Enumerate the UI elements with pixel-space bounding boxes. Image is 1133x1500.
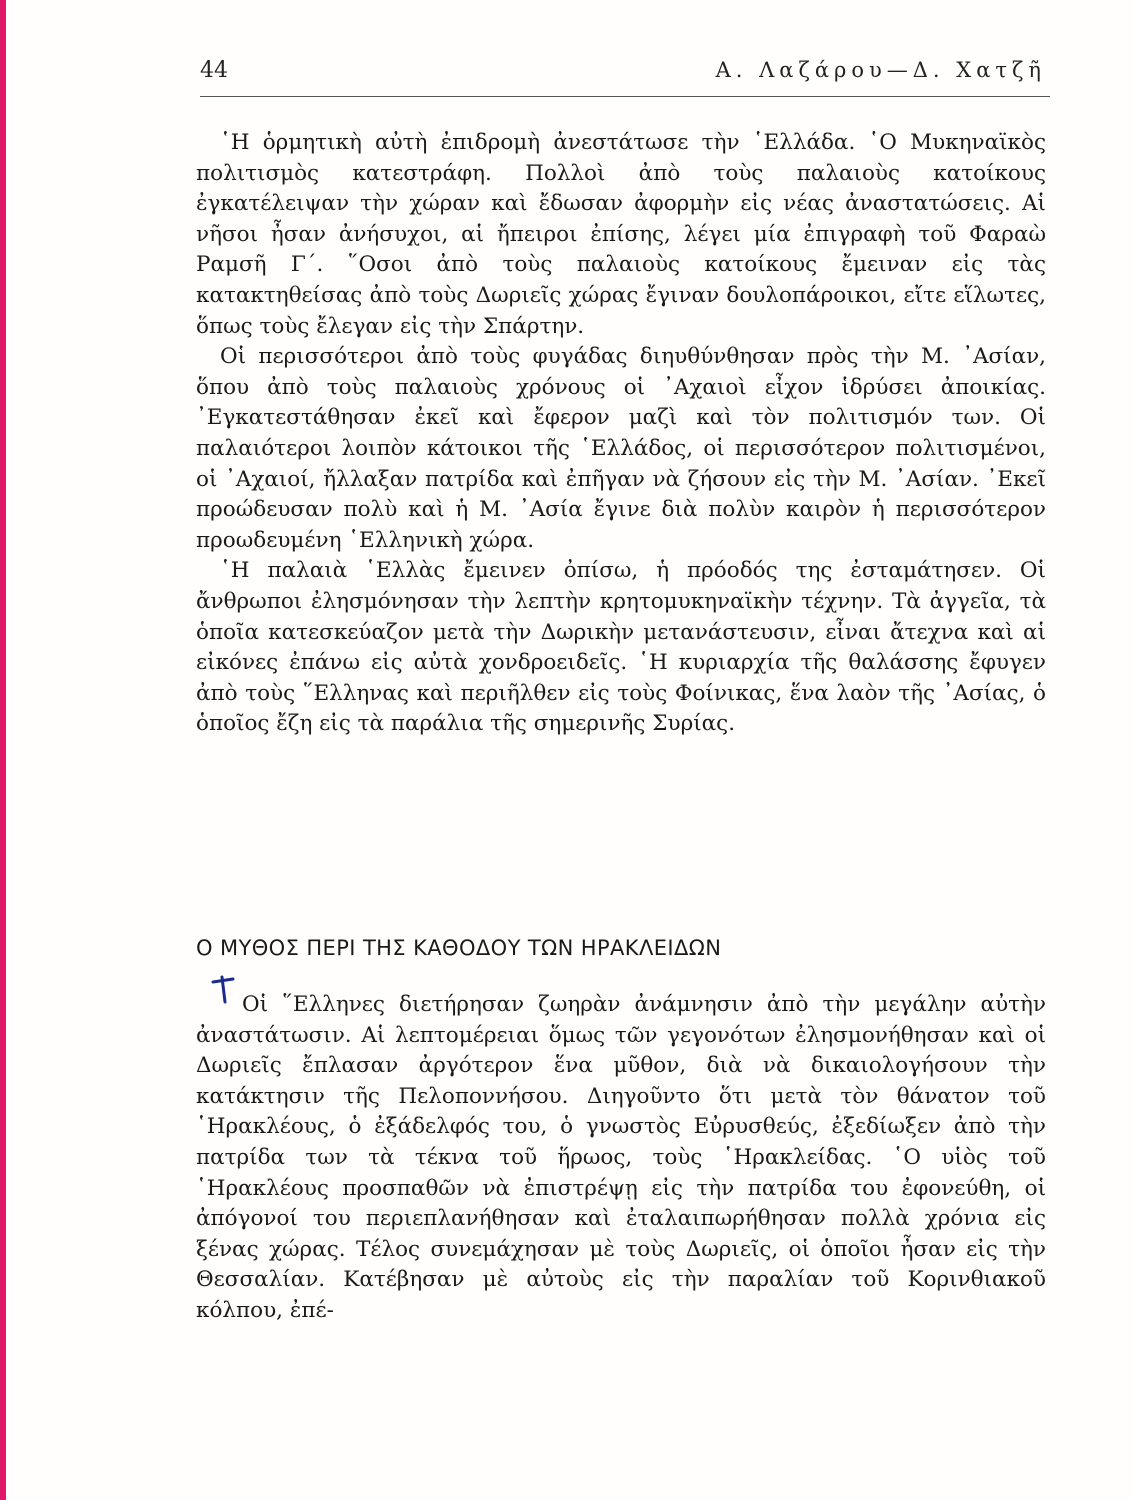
section-body-text	[196, 990, 1046, 1327]
running-head: Α. Λαζάρου—Δ. Χατζῆ	[715, 58, 1046, 82]
paragraph: ῾Η παλαιὰ ῾Ελλὰς ἔμεινεν ὀπίσω, ἡ πρόοδός της ἐσταμάτησεν. Οἱ ἄνθρωποι ἐλησμόνησαν τὴν λεπτὴν κρητομυκηναϊκὴν τέχνην. Τὰ ἀγγεῖα, τὰ ὁποῖα κατεσκεύαζον μετὰ τὴν Δωρικὴν μετανάστευσιν, εἶναι ἄτεχνα καὶ αἱ εἰκόνες ἐπάνω εἰς αὐτὰ χονδροειδεῖς. ῾Η κυριαρχία τῆς θαλάσσης ἔφυγεν ἀπὸ τοὺς ῞Ελληνας καὶ περιῆλθεν εἰς τοὺς Φοίνικας, ἕνα λαὸν τῆς ᾿Ασίας, ὁ ὁποῖος ἔζη εἰς τὰ παράλια τῆς σημερινῆς Συρίας.	[196, 558, 1046, 737]
paragraph: Οἱ περισσότεροι ἀπὸ τοὺς φυγάδας διηυθύνθησαν πρὸς τὴν Μ. ᾿Ασίαν, ὅπου ἀπὸ τοὺς παλαιοὺς χρόνους οἱ ᾿Αχαιοὶ εἶχον ἱδρύσει ἀποικίας. ᾿Εγκατεστάθησαν ἐκεῖ καὶ ἔφερον μαζὶ καὶ τὸν πολιτισμόν των. Οἱ παλαιότεροι λοιπὸν κάτοικοι τῆς ῾Ελλάδος, οἱ περισσότερον πολιτισμένοι, οἱ ᾿Αχαιοί, ἤλλαξαν πατρίδα καὶ ἐπῆγαν νὰ ζήσουν εἰς τὴν Μ. ᾿Ασίαν. ᾿Εκεῖ προώδευσαν πολὺ καὶ ἡ Μ. ᾿Ασία ἔγινε διὰ πολὺν καιρὸν ἡ περισσότερον προωδευμένη ῾Ελληνικὴ χώρα.	[196, 344, 1046, 553]
body-text	[196, 128, 1046, 740]
page-number: 44	[200, 58, 228, 83]
paragraph: ῾Η ὁρμητικὴ αὐτὴ ἐπιδρομὴ ἀνεστάτωσε τὴν ῾Ελλάδα. ῾Ο Μυκηναϊκὸς πολιτισμὸς κατεστράφη. Πολλοὶ ἀπὸ τοὺς παλαιοὺς κατοίκους ἐγκατέλειψαν τὴν χώραν καὶ ἔδωσαν ἀφορμὴν εἰς νέας ἀναστατώσεις. Αἱ νῆσοι ἦσαν ἀνήσυχοι, αἱ ἤπειροι ἐπίσης, λέγει μία ἐπιγραφὴ τοῦ Φαραὼ Ραμσῆ Γ΄. ῞Οσοι ἀπὸ τοὺς παλαιοὺς κατοίκους ἔμειναν εἰς τὰς κατακτηθείσας ἀπὸ τοὺς Δωριεῖς χώρας ἔγιναν δουλοπάροικοι, εἴτε εἵλωτες, ὅπως τοὺς ἔλεγαν εἰς τὴν Σπάρτην.	[196, 130, 1046, 339]
page-header	[200, 56, 1050, 97]
paragraph: Οἱ ῞Ελληνες διετήρησαν ζωηρὰν ἀνάμνησιν ἀπὸ τὴν μεγάλην αὐτὴν ἀναστάτωσιν. Αἱ λεπτομέρειαι ὅμως τῶν γεγονότων ἐλησμονήθησαν καὶ οἱ Δωριεῖς ἔπλασαν ἀργότερον ἕνα μῦθον, διὰ νὰ δικαιολογήσουν τὴν κατάκτησιν τῆς Πελοποννήσου. Διηγοῦντο ὅτι μετὰ τὸν θάνατον τοῦ ῾Ηρακλέους, ὁ ἐξάδελφός του, ὁ γνωστὸς Εὐρυσθεύς, ἐξεδίωξεν ἀπὸ τὴν πατρίδα των τὰ τέκνα τοῦ ἥρωος, τοὺς ῾Ηρακλείδας. ῾Ο υἱὸς τοῦ ῾Ηρακλέους προσπαθῶν νὰ ἐπιστρέψῃ εἰς τὴν πατρίδα του ἐφονεύθη, οἱ ἀπόγονοί του περιεπλανήθησαν καὶ ἐταλαιπωρήθησαν πολλὰ χρόνια εἰς ξένας χώρας. Τέλος συνεμάχησαν μὲ τοὺς Δωριεῖς, οἱ ὁποῖοι ἦσαν εἰς τὴν Θεσσαλίαν. Κατέβησαν μὲ αὐτοὺς εἰς τὴν παραλίαν τοῦ Κορινθιακοῦ κόλπου, ἐπέ-	[196, 992, 1046, 1323]
section-title: Ο ΜΥΘΟΣ ΠΕΡΙ ΤΗΣ ΚΑΘΟΔΟΥ ΤΩΝ ΗΡΑΚΛΕΙΔΩΝ	[196, 936, 722, 960]
